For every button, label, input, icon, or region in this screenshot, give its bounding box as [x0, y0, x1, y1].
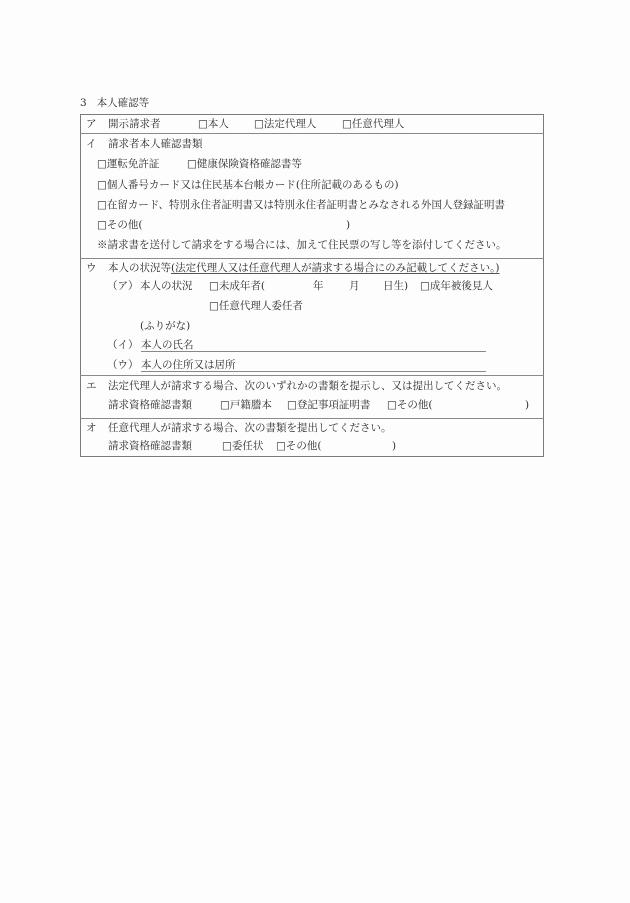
row-e-label: エ	[86, 380, 97, 392]
person-name-field[interactable]	[141, 351, 486, 352]
checkbox-minor[interactable]: □未成年者(	[209, 280, 266, 292]
birth-day-label: 日生)	[383, 280, 409, 292]
id-docs-title: 請求者本人確認書類	[108, 138, 203, 150]
checkbox-mynumber-card[interactable]: □個人番号カード又は住民基本台帳カード(住所記載のあるもの)	[97, 179, 399, 191]
row-divider	[80, 418, 544, 419]
sub-a-label: （ア）	[107, 280, 139, 292]
requester-title: 開示請求者	[108, 118, 161, 130]
checkbox-delegator[interactable]: □任意代理人委任者	[209, 300, 303, 312]
agent-only-note: (法定代理人又は任意代理人が請求する場合にのみ記載してください。)	[171, 262, 500, 274]
checkbox-legal-agent[interactable]: □法定代理人	[254, 118, 317, 130]
checkbox-drivers-license[interactable]: □運転免許証	[97, 158, 160, 170]
checkbox-other-id[interactable]: □その他(	[97, 219, 143, 231]
birth-month-label: 月	[349, 280, 360, 292]
person-address-field[interactable]	[141, 371, 486, 372]
legal-other-close-paren: )	[525, 399, 530, 411]
sub-u-label: （ウ）	[107, 359, 139, 371]
row-divider	[80, 258, 544, 259]
checkbox-residence-card[interactable]: □在留カード、特別永住者証明書又は特別永住者証明書とみなされる外国人登録証明書	[97, 199, 505, 211]
row-a-label: ア	[86, 118, 97, 130]
person-name-label: 本人の氏名	[141, 339, 194, 351]
section-title: 本人確認等	[96, 97, 150, 109]
row-divider	[80, 133, 544, 134]
birth-year-label: 年	[313, 280, 324, 292]
section-number: 3	[80, 97, 87, 109]
row-i-label: イ	[86, 138, 97, 150]
person-status-label: 本人の状況	[140, 280, 193, 292]
legal-agent-instruction: 法定代理人が請求する場合、次のいずれかの書類を提示し、又は提出してください。	[108, 380, 507, 392]
checkbox-legal-other[interactable]: □その他(	[387, 399, 433, 411]
checkbox-voluntary-other[interactable]: □その他(	[276, 440, 322, 452]
person-status-title: 本人の状況等(法定代理人又は任意代理人が請求する場合にのみ記載してください。)	[108, 262, 500, 274]
furigana-label: (ふりがな)	[140, 320, 191, 332]
checkbox-registry-certificate[interactable]: □登記事項証明書	[287, 399, 371, 411]
checkbox-self[interactable]: □本人	[198, 118, 229, 130]
checkbox-family-register[interactable]: □戸籍謄本	[220, 399, 272, 411]
checkbox-adult-ward[interactable]: □成年被後見人	[420, 280, 493, 292]
mail-request-note: ※請求書を送付して請求をする場合には、加えて住民票の写し等を添付してください。	[97, 239, 507, 251]
sub-i-label: （イ）	[107, 339, 139, 351]
checkbox-health-insurance[interactable]: □健康保険資格確認書等	[187, 158, 302, 170]
voluntary-other-close-paren: )	[392, 440, 397, 452]
legal-agent-doc-label: 請求資格確認書類	[108, 399, 192, 411]
checkbox-power-of-attorney[interactable]: □委任状	[222, 440, 264, 452]
row-u-label: ウ	[86, 262, 97, 274]
person-address-label: 本人の住所又は居所	[141, 359, 236, 371]
voluntary-agent-doc-label: 請求資格確認書類	[108, 440, 192, 452]
row-o-label: オ	[86, 422, 97, 434]
voluntary-agent-instruction: 任意代理人が請求する場合、次の書類を提出してください。	[108, 422, 392, 434]
section-heading	[80, 98, 149, 109]
row-divider	[80, 375, 544, 376]
checkbox-voluntary-agent[interactable]: □任意代理人	[342, 118, 405, 130]
other-id-close-paren: )	[346, 219, 351, 231]
